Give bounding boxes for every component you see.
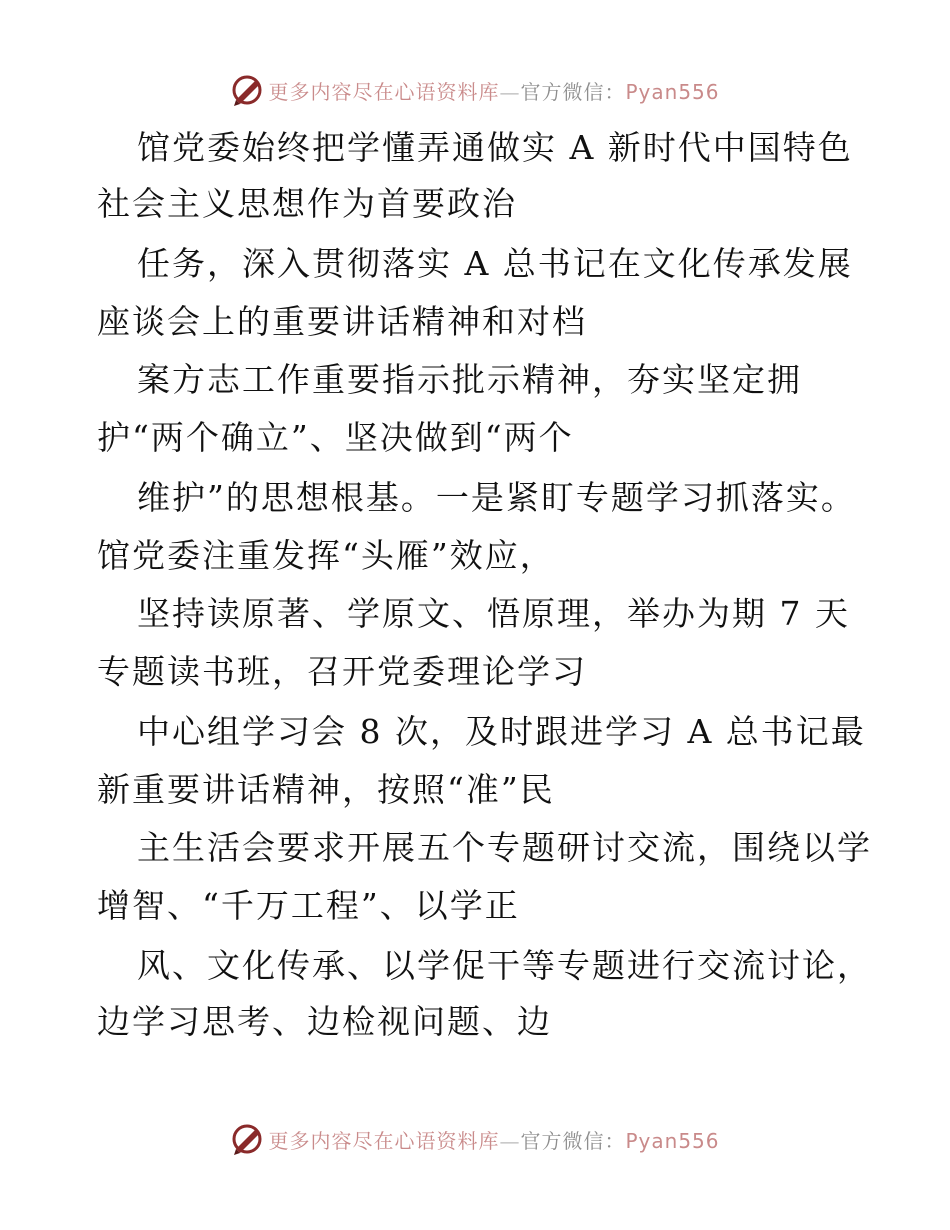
watermark-brand-text: 更多内容尽在心语资料库 bbox=[268, 79, 500, 104]
watermark-official-label: 官方微信： bbox=[520, 1128, 626, 1153]
watermark-wechat-id: Pyan556 bbox=[625, 79, 720, 104]
text-line: 坚持读原著、学原文、悟原理，举办为期 7 天 bbox=[137, 594, 850, 633]
text-line: 边学习思考、边检视问题、边 bbox=[97, 1002, 552, 1041]
pen-circle-icon bbox=[230, 1122, 264, 1156]
text-line: 风、文化传承、以学促干等专题进行交流讨论， bbox=[137, 946, 872, 985]
text-line: 中心组学习会 8 次，及时跟进学习 A 总书记最 bbox=[137, 712, 866, 751]
text-line: 任务，深入贯彻落实 A 总书记在文化传承发展 bbox=[137, 244, 853, 283]
text-line: 专题读书班，召开党委理论学习 bbox=[97, 652, 587, 691]
header-watermark bbox=[0, 70, 950, 110]
watermark-wechat-id: Pyan556 bbox=[625, 1128, 720, 1153]
watermark-dash: — bbox=[499, 1128, 521, 1153]
text-line: 馆党委注重发挥“头雁”效应， bbox=[97, 536, 555, 575]
text-line: 维护”的思想根基。一是紧盯专题学习抓落实。 bbox=[137, 478, 856, 517]
text-line: 护“两个确立”、坚决做到“两个 bbox=[97, 418, 574, 457]
text-line: 社会主义思想作为首要政治 bbox=[97, 184, 517, 223]
pen-circle-icon bbox=[230, 73, 264, 107]
watermark-brand-text: 更多内容尽在心语资料库 bbox=[268, 1128, 500, 1153]
watermark-dash: — bbox=[499, 79, 521, 104]
text-line: 增智、“千万工程”、以学正 bbox=[97, 886, 520, 925]
footer-watermark bbox=[0, 1119, 950, 1159]
watermark-official-label: 官方微信： bbox=[520, 79, 626, 104]
text-line: 新重要讲话精神，按照“准”民 bbox=[97, 770, 555, 809]
text-line: 座谈会上的重要讲话精神和对档 bbox=[97, 302, 587, 341]
text-line: 馆党委始终把学懂弄通做实 A 新时代中国特色 bbox=[137, 128, 853, 167]
text-line: 案方志工作重要指示批示精神，夯实坚定拥 bbox=[137, 360, 802, 399]
text-line: 主生活会要求开展五个专题研讨交流，围绕以学 bbox=[137, 828, 872, 867]
